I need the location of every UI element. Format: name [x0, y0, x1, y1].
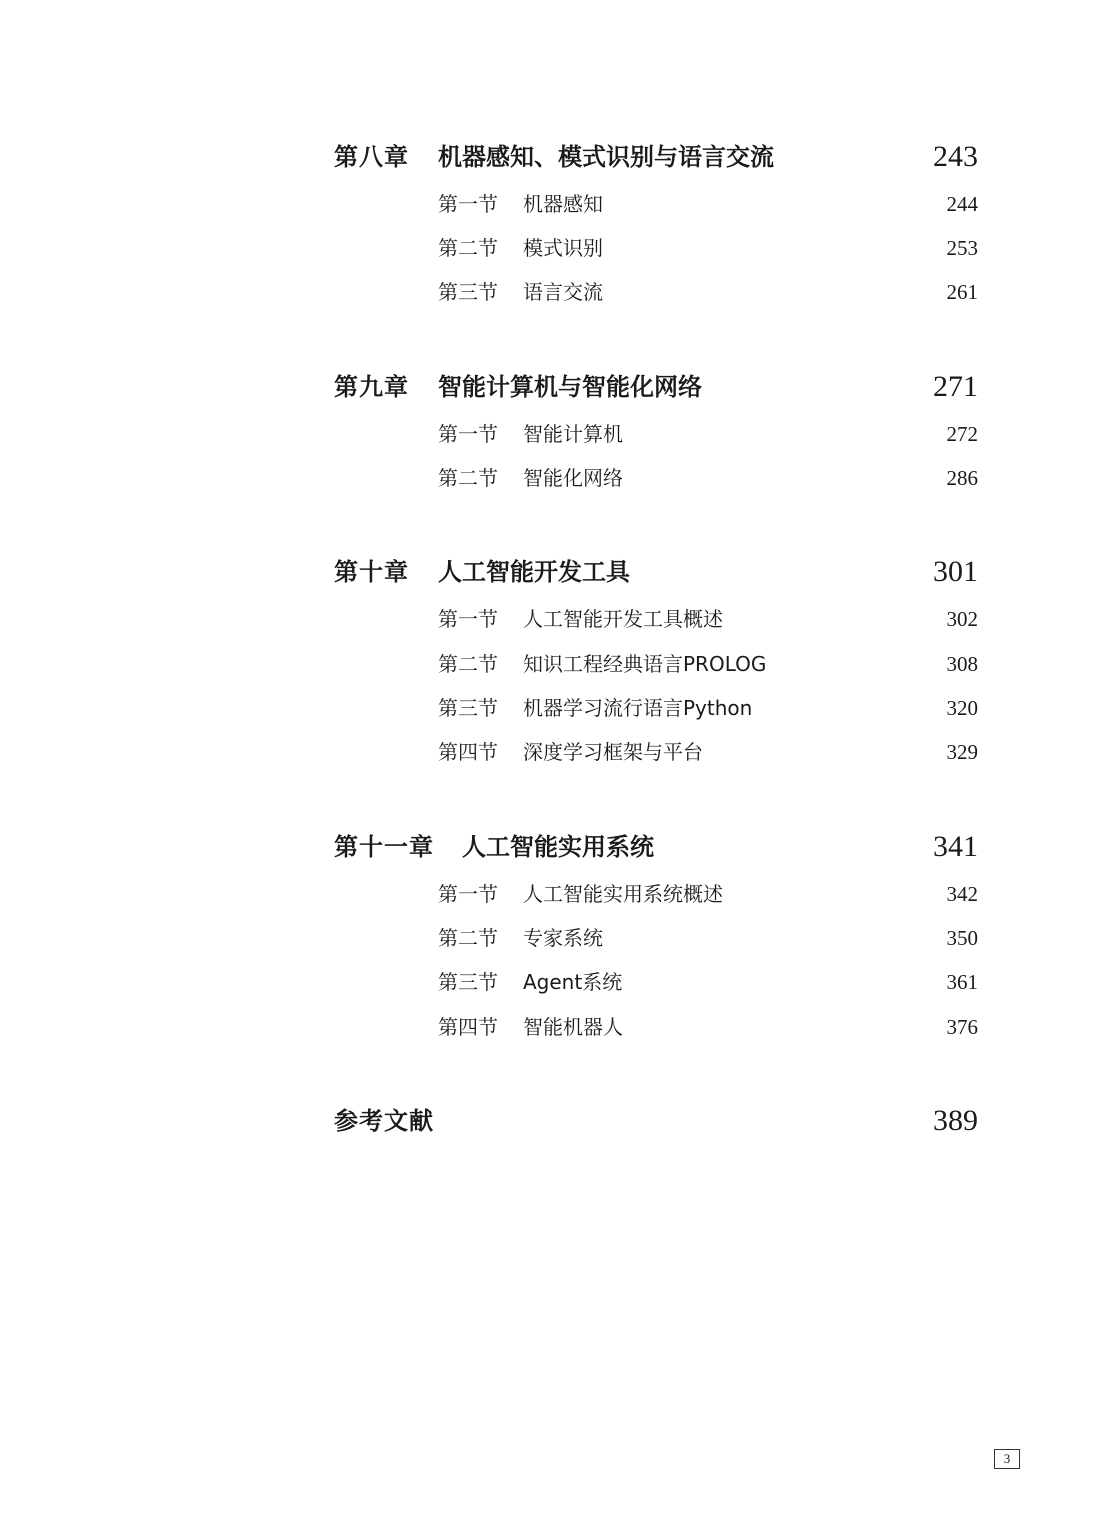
section-row[interactable]	[438, 879, 978, 909]
chapter-label: 第九章	[334, 372, 409, 401]
section-label: 第二节	[438, 466, 498, 490]
chapter-title: 机器感知、模式识别与语言交流	[438, 142, 774, 171]
section-label: 第二节	[438, 652, 498, 676]
section-title: 机器学习流行语言Python	[523, 696, 753, 720]
section-label: 第四节	[438, 1015, 498, 1039]
chapter-title: 人工智能实用系统	[462, 832, 654, 861]
section-title: 语言交流	[523, 280, 603, 304]
section-page-number: 350	[946, 926, 978, 950]
section-title: 人工智能开发工具概述	[523, 607, 723, 631]
section-label: 第一节	[438, 192, 498, 216]
chapter-page-number: 271	[933, 370, 978, 403]
section-page-number: 261	[946, 280, 978, 304]
chapter-label: 第八章	[334, 142, 409, 171]
section-row[interactable]	[438, 419, 978, 449]
section-label: 第三节	[438, 280, 498, 304]
section-title: 人工智能实用系统概述	[523, 882, 723, 906]
section-page-number: 329	[946, 740, 978, 764]
chapter-label: 第十章	[334, 557, 409, 586]
chapter-row[interactable]	[334, 552, 978, 592]
section-label: 第一节	[438, 422, 498, 446]
section-row[interactable]	[438, 923, 978, 953]
section-row[interactable]	[438, 233, 978, 263]
chapter-title: 人工智能开发工具	[438, 557, 630, 586]
section-row[interactable]	[438, 463, 978, 493]
chapter-title: 智能计算机与智能化网络	[438, 372, 702, 401]
section-row[interactable]	[438, 693, 978, 723]
section-title: 专家系统	[523, 926, 603, 950]
section-row[interactable]	[438, 1012, 978, 1042]
section-page-number: 272	[946, 422, 978, 446]
section-page-number: 320	[946, 696, 978, 720]
section-label: 第一节	[438, 607, 498, 631]
section-page-number: 302	[946, 607, 978, 631]
section-page-number: 308	[946, 652, 978, 676]
section-title: Agent系统	[523, 970, 623, 994]
section-row[interactable]	[438, 649, 978, 679]
section-row[interactable]	[438, 189, 978, 219]
section-row[interactable]	[438, 967, 978, 997]
section-label: 第三节	[438, 696, 498, 720]
section-page-number: 286	[946, 466, 978, 490]
section-label: 第二节	[438, 236, 498, 260]
chapter-page-number: 243	[933, 140, 978, 173]
section-page-number: 361	[946, 970, 978, 994]
section-title: 深度学习框架与平台	[523, 740, 703, 764]
references-row[interactable]	[334, 1101, 978, 1141]
section-title: 机器感知	[523, 192, 603, 216]
chapter-row[interactable]	[334, 827, 978, 867]
section-title: 智能计算机	[523, 422, 623, 446]
section-label: 第二节	[438, 926, 498, 950]
section-title: 模式识别	[523, 236, 603, 260]
chapter-page-number: 301	[933, 555, 978, 588]
references-page-number: 389	[933, 1104, 978, 1137]
page-number-box: 3	[994, 1449, 1020, 1469]
section-row[interactable]	[438, 604, 978, 634]
chapter-page-number: 341	[933, 830, 978, 863]
section-page-number: 376	[946, 1015, 978, 1039]
section-row[interactable]	[438, 277, 978, 307]
references-title: 参考文献	[334, 1106, 434, 1135]
section-label: 第四节	[438, 740, 498, 764]
chapter-row[interactable]	[334, 367, 978, 407]
section-title: 知识工程经典语言PROLOG	[523, 652, 767, 676]
section-title: 智能化网络	[523, 466, 623, 490]
chapter-label: 第十一章	[334, 832, 434, 861]
section-title: 智能机器人	[523, 1015, 623, 1039]
section-page-number: 244	[946, 192, 978, 216]
section-row[interactable]	[438, 737, 978, 767]
section-label: 第一节	[438, 882, 498, 906]
chapter-row[interactable]	[334, 137, 978, 177]
section-label: 第三节	[438, 970, 498, 994]
section-page-number: 342	[946, 882, 978, 906]
section-page-number: 253	[946, 236, 978, 260]
